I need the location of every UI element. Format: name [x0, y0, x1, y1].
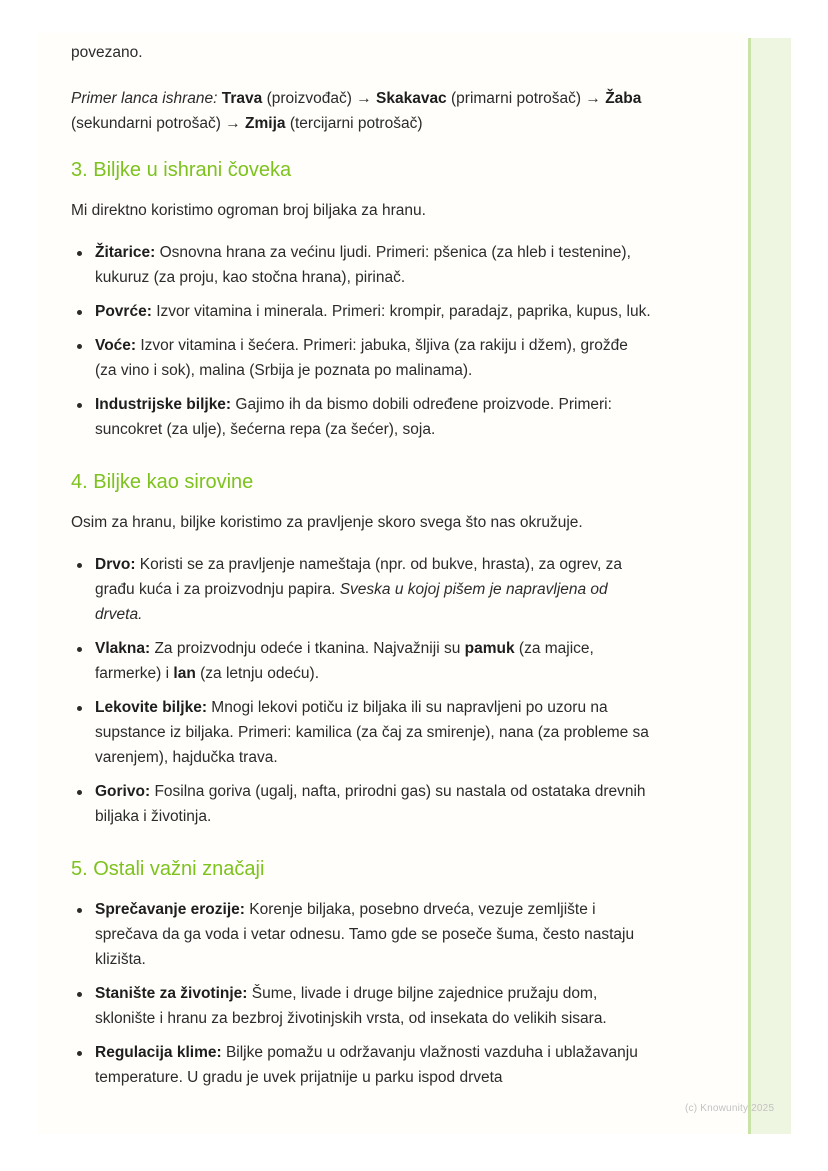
item-italic-note: Sveska u kojoj pišem je napravljena od drveta.: [95, 581, 608, 623]
chain-item-name: Zmija: [245, 115, 286, 132]
arrow-right-icon: →: [356, 90, 372, 107]
item-text: Gajimo ih da bismo dobili određene proizvode. Primeri: suncokret (za ulje), šećerna repa (za šećer), soja.: [95, 396, 612, 438]
list-item: [71, 981, 651, 1031]
list-item: [71, 240, 651, 290]
item-term: Drvo:: [95, 556, 136, 573]
chain-item-name: Trava: [221, 90, 263, 107]
bullet-list: [71, 552, 651, 829]
arrow-right-icon: →: [585, 90, 601, 107]
item-term: Vlakna:: [95, 640, 151, 657]
item-term: Povrće:: [95, 303, 152, 320]
chain-item-name: Skakavac: [376, 90, 447, 107]
list-item: [71, 552, 651, 627]
list-item: [71, 695, 651, 770]
list-item: [71, 299, 651, 324]
chain-item-name: Žaba: [605, 90, 642, 107]
section-other-important-roles: [71, 855, 651, 1090]
item-emphasis: pamuk: [464, 640, 515, 657]
food-chain-example: [71, 86, 651, 136]
item-term: Stanište za životinje:: [95, 985, 248, 1002]
bullet-list: [71, 240, 651, 442]
section-plants-in-human-diet: [71, 156, 651, 442]
item-emphasis: lan: [173, 665, 196, 682]
chain-item-role: (primarni potrošač): [451, 90, 582, 107]
section-intro: Osim za hranu, biljke koristimo za pravljenje skoro svega što nas okružuje.: [71, 514, 583, 531]
arrow-right-icon: →: [225, 115, 241, 132]
list-item: [71, 897, 651, 972]
item-text: Izvor vitamina i minerala. Primeri: krompir, paradajz, paprika, kupus, luk.: [156, 303, 651, 320]
item-text: Za proizvodnju odeće i tkanina. Najvažniji su: [154, 640, 461, 657]
item-text: (za majice, farmerke) i: [95, 640, 594, 682]
chain-item-role: (tercijarni potrošač): [289, 115, 423, 132]
list-item: [71, 1040, 651, 1090]
section-intro: Mi direktno koristimo ogroman broj biljaka za hranu.: [71, 202, 426, 219]
food-chain-label: Primer lanca ishrane:: [71, 90, 218, 107]
item-text: Biljke pomažu u održavanju vlažnosti vazduha i ublažavanju temperature. U gradu je uvek prijatnije u parku ispod drveta: [95, 1044, 638, 1086]
section-heading: 4. Biljke kao sirovine: [71, 471, 254, 493]
document-content: [71, 40, 651, 1099]
list-item: [71, 636, 651, 686]
item-text: (za letnju odeću).: [200, 665, 320, 682]
chain-item-role: (proizvođač): [266, 90, 352, 107]
item-text: Korenje biljaka, posebno drveća, vezuje zemljište i sprečava da ga voda i vetar odnesu. Tamo gde se poseče šuma, često nastaju klizišta.: [95, 901, 635, 968]
list-item: [71, 779, 651, 829]
item-text: Mnogi lekovi potiču iz biljaka ili su napravljeni po uzoru na supstance iz biljaka. Primeri: kamilica (za čaj za smirenje), nana (za probleme sa varenjem), hajdučka trava.: [95, 699, 649, 766]
item-term: Žitarice:: [95, 244, 156, 261]
item-text: Šume, livade i druge biljne zajednice pružaju dom, sklonište i hranu za bezbroj životinjskih vrsta, od insekata do velikih sisara.: [95, 985, 607, 1027]
item-term: Voće:: [95, 337, 137, 354]
list-item: [71, 333, 651, 383]
section-heading: 3. Biljke u ishrani čoveka: [71, 159, 292, 181]
item-term: Industrijske biljke:: [95, 396, 232, 413]
item-term: Lekovite biljke:: [95, 699, 207, 716]
item-term: Gorivo:: [95, 783, 151, 800]
item-text: Izvor vitamina i šećera. Primeri: jabuka, šljiva (za rakiju i džem), grožđe (za vino i sok), malina (Srbija je poznata po malinama).: [95, 337, 628, 379]
copyright-watermark: (c) Knowunity 2025: [685, 1103, 775, 1114]
continued-paragraph: povezano.: [71, 44, 143, 61]
item-text: Fosilna goriva (ugalj, nafta, prirodni gas) su nastala od ostataka drevnih biljaka i životinja.: [95, 783, 646, 825]
chain-item-role: (sekundarni potrošač): [71, 115, 221, 132]
list-item: [71, 392, 651, 442]
side-margin-strip: [748, 38, 791, 1134]
section-heading: 5. Ostali važni značaji: [71, 858, 265, 880]
item-text: Osnovna hrana za većinu ljudi. Primeri: pšenica (za hleb i testenine), kukuruz (za proju, kao stočna hrana), pirinač.: [95, 244, 631, 286]
section-plants-as-raw-materials: [71, 468, 651, 829]
bullet-list: [71, 897, 651, 1090]
item-term: Sprečavanje erozije:: [95, 901, 245, 918]
item-term: Regulacija klime:: [95, 1044, 222, 1061]
item-text: Koristi se za pravljenje nameštaja (npr. od bukve, hrasta), za ogrev, za građu kuća i za proizvodnju papira.: [95, 556, 622, 598]
